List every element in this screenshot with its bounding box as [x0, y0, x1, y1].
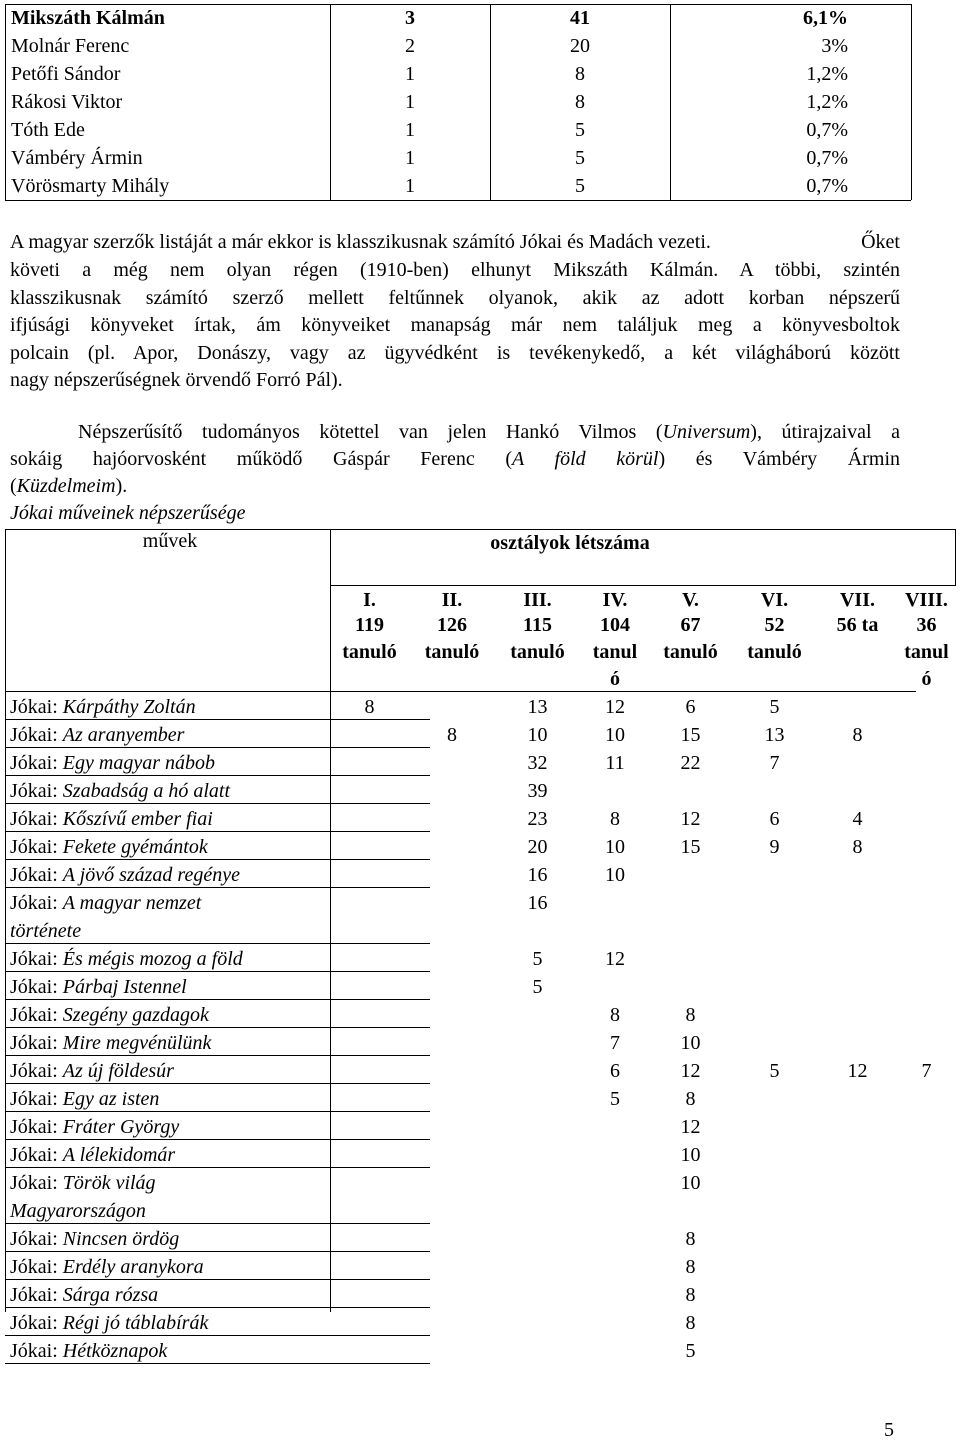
- class-count: 104: [600, 614, 630, 636]
- author-prefix: Jókai:: [10, 1088, 63, 1110]
- author-name: Mikszáth Kálmán: [11, 7, 165, 29]
- reader-count: 12: [680, 808, 701, 830]
- reader-count: 12: [605, 948, 625, 970]
- reader-count: 6: [769, 808, 780, 830]
- author-name: Petőfi Sándor: [11, 63, 121, 85]
- para2-universum: Universum: [662, 421, 751, 443]
- title-count: 3: [405, 7, 415, 29]
- class-count: 52: [764, 614, 785, 636]
- copy-total: 20: [570, 35, 590, 57]
- author-prefix: Jókai:: [10, 1172, 63, 1194]
- work-title: [10, 1309, 208, 1337]
- work-title: [10, 1225, 179, 1253]
- reader-count: 15: [680, 836, 701, 858]
- reader-count: 13: [527, 696, 548, 718]
- row-line: [5, 859, 430, 860]
- reader-count: 8: [685, 1256, 696, 1278]
- work-title-text: Egy magyar nábob: [62, 752, 215, 774]
- work-title-text: Régi jó táblabírák: [62, 1312, 209, 1334]
- reader-count: 8: [685, 1088, 696, 1110]
- author-prefix: Jókai:: [10, 752, 63, 774]
- work-title-text: És mégis mozog a föld: [62, 948, 243, 970]
- works-header: művek: [142, 530, 198, 552]
- reader-count: 5: [685, 1340, 696, 1362]
- work-title: [10, 721, 184, 749]
- work-title: [10, 1029, 211, 1057]
- work-title-cont: [10, 1197, 146, 1225]
- work-title: [10, 1141, 175, 1169]
- author-prefix: Jókai:: [10, 1004, 63, 1026]
- work-title: [10, 749, 215, 777]
- para2-line3b: ).: [115, 475, 128, 497]
- author-prefix: Jókai:: [10, 1284, 63, 1306]
- reader-count: 16: [527, 864, 548, 886]
- row-line: [5, 943, 430, 944]
- reader-count: 8: [685, 1284, 696, 1306]
- work-title: [10, 1001, 209, 1029]
- author-prefix: Jókai:: [10, 1144, 63, 1166]
- class-name: II.: [441, 589, 463, 611]
- reader-count: 8: [610, 808, 620, 830]
- title-count: 1: [405, 119, 415, 141]
- class-name: IV.: [602, 589, 628, 611]
- row-line: [5, 1027, 430, 1028]
- page-number: 5: [884, 1419, 894, 1441]
- work-title: [10, 1085, 159, 1113]
- para2-line1a: Népszerűsítő tudományos kötettel van jelen Hankó Vilmos (: [78, 421, 663, 443]
- author-prefix: Jókai:: [10, 1116, 63, 1138]
- para2-fold: A föld körül: [512, 448, 659, 470]
- work-title-text: Hétköznapok: [62, 1340, 168, 1362]
- work-title: [10, 861, 240, 889]
- reader-count: 8: [685, 1312, 696, 1334]
- class-count: 115: [523, 614, 552, 636]
- row-line: [5, 1335, 430, 1336]
- reader-count: 12: [605, 696, 625, 718]
- author-prefix: Jókai:: [10, 1060, 63, 1082]
- work-title-text: Mire megvénülünk: [62, 1032, 212, 1054]
- title-count: 1: [405, 63, 415, 85]
- table-border-bottom: [5, 200, 911, 201]
- reader-count: 32: [527, 752, 548, 774]
- class-name: I.: [363, 589, 376, 611]
- work-title-text: Szabadság a hó alatt: [62, 780, 231, 802]
- para1-line2: követi a még nem olyan régen (1910-ben) elhunyt Mikszáth Kálmán.: [10, 259, 719, 281]
- work-title-text: Nincsen ördög: [62, 1228, 180, 1250]
- row-line: [5, 719, 430, 720]
- work-title: [10, 945, 243, 973]
- percent-share: 0,7%: [806, 119, 848, 141]
- work-title-text: Kárpáthy Zoltán: [62, 696, 196, 718]
- header-bottom-line: [5, 691, 916, 692]
- work-title-text: A magyar nemzet: [62, 892, 202, 914]
- row-line: [5, 1251, 430, 1252]
- row-line: [5, 971, 430, 972]
- reader-count: 15: [680, 724, 701, 746]
- reader-count: 7: [921, 1060, 932, 1082]
- row-line: [5, 1279, 430, 1280]
- copy-total: 8: [575, 91, 585, 113]
- reader-count: 10: [680, 1172, 701, 1194]
- para1-line1: A magyar szerzők listáját a már ekkor is klasszikusnak számító Jókai és Madách vezeti.: [10, 231, 711, 253]
- author-prefix: Jókai:: [10, 892, 63, 914]
- row-line: [5, 1111, 430, 1112]
- author-name: Molnár Ferenc: [11, 35, 130, 57]
- reader-count: 8: [447, 724, 457, 746]
- class-unit: tanuló: [747, 641, 802, 663]
- work-title-text: Fráter György: [62, 1116, 180, 1138]
- author-prefix: Jókai:: [10, 1312, 63, 1334]
- work-title: [10, 1253, 204, 1281]
- work-title-text-cont: története: [10, 920, 82, 942]
- work-title-text-cont: Magyarországon: [10, 1200, 146, 1222]
- author-prefix: Jókai:: [10, 1228, 63, 1250]
- work-title: [10, 1113, 179, 1141]
- class-unit: tanul: [904, 641, 949, 663]
- class-unit: tanuló: [342, 641, 397, 663]
- class-count: 56 ta: [836, 614, 879, 636]
- para1-line5b: Apor, Donászy, vagy az ügyvédként is tevékenykedő, a két világháború között: [132, 342, 900, 364]
- work-title: [10, 777, 230, 805]
- reader-count: 8: [610, 1004, 620, 1026]
- para2-line1b: ), útirajzaival a: [750, 421, 900, 443]
- reader-count: 10: [680, 1032, 701, 1054]
- row-line: [5, 775, 430, 776]
- work-title: [10, 805, 213, 833]
- title-count: 1: [405, 91, 415, 113]
- row-line: [5, 1083, 430, 1084]
- percent-share: 0,7%: [806, 175, 848, 197]
- reader-count: 5: [610, 1088, 620, 1110]
- work-title-text: A lélekidomár: [62, 1144, 176, 1166]
- reader-count: 6: [685, 696, 696, 718]
- class-unit: tanuló: [510, 641, 565, 663]
- class-unit-cont: ó: [921, 668, 932, 690]
- reader-count: 10: [605, 836, 625, 858]
- author-prefix: Jókai:: [10, 808, 63, 830]
- work-title-text: Egy az isten: [62, 1088, 160, 1110]
- para1-line2-end: A többi, szintén: [739, 259, 900, 281]
- author-name: Vámbéry Ármin: [11, 147, 143, 169]
- reader-count: 5: [769, 696, 780, 718]
- work-title-text: Az új földesúr: [62, 1060, 174, 1082]
- para2-line2a: sokáig hajóorvosként működő Gáspár Ferenc (: [10, 448, 513, 470]
- class-name: V.: [682, 589, 699, 611]
- author-prefix: Jókai:: [10, 724, 63, 746]
- author-prefix: Jókai:: [10, 1032, 63, 1054]
- para1-line3: klasszikusnak számító szerző mellett feltűnnek olyanok, akik az adott korban népszerű: [10, 287, 900, 309]
- class-count: 119: [355, 614, 384, 636]
- reader-count: 8: [852, 836, 863, 858]
- class-name: III.: [523, 589, 552, 611]
- reader-count: 10: [605, 864, 625, 886]
- reader-count: 20: [527, 836, 548, 858]
- reader-count: 7: [610, 1032, 620, 1054]
- work-title: [10, 1337, 167, 1365]
- author-name: Rákosi Viktor: [11, 91, 123, 113]
- author-prefix: Jókai:: [10, 976, 63, 998]
- author-prefix: Jókai:: [10, 780, 63, 802]
- reader-count: 5: [769, 1060, 780, 1082]
- table-column-line: [911, 4, 912, 200]
- reader-count: 10: [527, 724, 548, 746]
- author-prefix: Jókai:: [10, 948, 63, 970]
- reader-count: 8: [685, 1004, 696, 1026]
- reader-count: 12: [847, 1060, 868, 1082]
- author-prefix: Jókai:: [10, 836, 63, 858]
- title-count: 1: [405, 147, 415, 169]
- row-line: [5, 1055, 430, 1056]
- para1-line6: nagy népszerűségnek örvendő Forró Pál).: [10, 369, 343, 391]
- reader-count: 7: [769, 752, 780, 774]
- work-title-text: A jövő század regénye: [62, 864, 240, 886]
- reader-count: 16: [527, 892, 548, 914]
- work-title-text: Az aranyember: [62, 724, 185, 746]
- work-title: [10, 889, 201, 917]
- percent-share: 1,2%: [806, 63, 848, 85]
- copy-total: 41: [570, 7, 590, 29]
- class-name: VII.: [839, 589, 875, 611]
- work-title: [10, 1169, 156, 1197]
- row-line: [5, 1363, 430, 1364]
- work-title-text: Kőszívű ember fiai: [62, 808, 213, 830]
- reader-count: 4: [852, 808, 863, 830]
- reader-count: 11: [605, 752, 625, 774]
- work-title-cont: [10, 917, 81, 945]
- percent-share: 3%: [821, 35, 848, 57]
- copy-total: 5: [575, 147, 585, 169]
- copy-total: 8: [575, 63, 585, 85]
- reader-count: 8: [852, 724, 863, 746]
- para2-kuzdelmeim: Küzdelmeim: [16, 475, 116, 497]
- row-line: [5, 831, 430, 832]
- author-prefix: Jókai:: [10, 1256, 63, 1278]
- para2-line3a: (: [10, 475, 17, 497]
- classes-header: osztályok létszáma: [490, 532, 650, 554]
- reader-count: 22: [680, 752, 701, 774]
- row-line: [5, 803, 430, 804]
- work-title-text: Fekete gyémántok: [62, 836, 208, 858]
- work-title-text: Szegény gazdagok: [62, 1004, 209, 1026]
- percent-share: 0,7%: [806, 147, 848, 169]
- work-title: [10, 1281, 158, 1309]
- work-title-text: Sárga rózsa: [62, 1284, 159, 1306]
- reader-count: 39: [527, 780, 548, 802]
- row-line: [5, 1139, 430, 1140]
- author-name: Vörösmarty Mihály: [11, 175, 170, 197]
- work-title: [10, 973, 187, 1001]
- row-line: [5, 747, 430, 748]
- work-title-text: Erdély aranykora: [62, 1256, 204, 1278]
- para1-line5a: polcain (pl.: [10, 342, 116, 364]
- table-border-right: [955, 529, 956, 585]
- reader-count: 23: [527, 808, 548, 830]
- class-count: 67: [680, 614, 701, 636]
- table-caption: Jókai műveinek népszerűsége: [10, 502, 246, 524]
- para1-line1-end: Őket: [861, 231, 900, 253]
- author-name: Tóth Ede: [11, 119, 85, 141]
- reader-count: 5: [532, 948, 543, 970]
- reader-count: 10: [680, 1144, 701, 1166]
- reader-count: 9: [769, 836, 780, 858]
- author-prefix: Jókai:: [10, 864, 63, 886]
- row-line: [5, 887, 430, 888]
- title-count: 1: [405, 175, 415, 197]
- class-count: 36: [916, 614, 937, 636]
- reader-count: 6: [610, 1060, 620, 1082]
- work-title: [10, 1057, 174, 1085]
- work-title-text: Párbaj Istennel: [62, 976, 187, 998]
- class-unit-cont: ó: [610, 668, 620, 690]
- reader-count: 8: [364, 696, 375, 718]
- row-line: [5, 999, 430, 1000]
- row-line: [5, 1307, 430, 1308]
- class-name: VI.: [760, 589, 789, 611]
- reader-count: 13: [764, 724, 785, 746]
- work-title: [10, 833, 208, 861]
- copy-total: 5: [575, 175, 585, 197]
- row-line: [5, 1223, 430, 1224]
- percent-share: 6,1%: [803, 7, 848, 29]
- class-unit: tanul: [592, 641, 638, 663]
- reader-count: 12: [680, 1060, 701, 1082]
- para1-line4: ifjúsági könyveket írtak, ám könyveiket manapság már nem találjuk meg a könyvesboltok: [10, 314, 900, 336]
- class-unit: tanuló: [424, 641, 480, 663]
- para2-line2b: ) és Vámbéry Ármin: [658, 448, 900, 470]
- table-column-line: [5, 4, 6, 200]
- author-prefix: Jókai:: [10, 696, 63, 718]
- class-count: 126: [437, 614, 467, 636]
- work-title-text: Török világ: [62, 1172, 156, 1194]
- reader-count: 12: [680, 1116, 701, 1138]
- work-title: [10, 693, 196, 721]
- reader-count: 10: [605, 724, 625, 746]
- reader-count: 8: [685, 1228, 696, 1250]
- class-unit: tanuló: [663, 641, 718, 663]
- percent-share: 1,2%: [806, 91, 848, 113]
- reader-count: 5: [532, 976, 543, 998]
- class-name: VIII.: [905, 589, 948, 611]
- title-count: 2: [405, 35, 415, 57]
- table-border-left: [5, 529, 6, 1312]
- author-prefix: Jókai:: [10, 1340, 63, 1362]
- row-line: [5, 1167, 430, 1168]
- copy-total: 5: [575, 119, 585, 141]
